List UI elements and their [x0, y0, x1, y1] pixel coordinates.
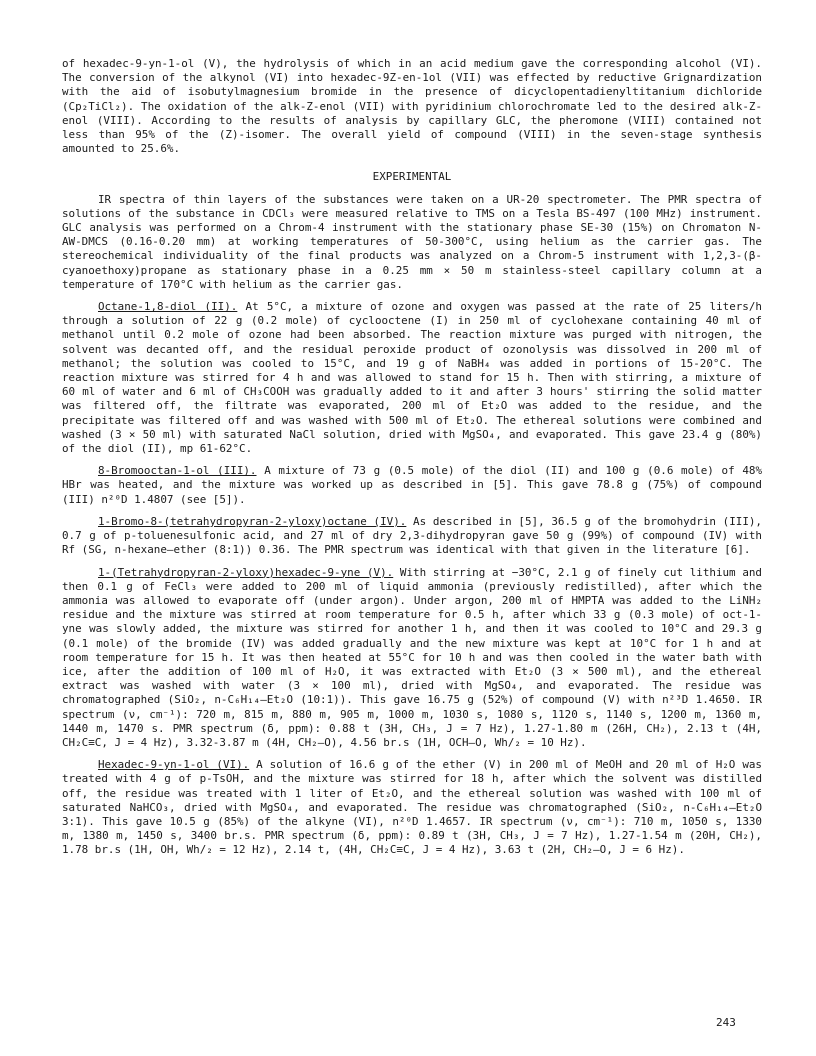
compound-title: 1-(Tetrahydropyran-2-yloxy)hexadec-9-yne (V). [98, 565, 394, 579]
page-body [62, 57, 762, 866]
procedure-bromo-thp-octane [62, 515, 762, 558]
procedure-text: At 5°C, a mixture of ozone and oxygen was passed at the rate of 25 liters/h through a solution of 22 g (0.2 mole) of cyclooctene (I) in 250 ml of cyclohexane containing 40 ml of methanol until 0.2 mole of ozone had been absorbed. The reaction mixture was purged with nitrogen, the solvent was decanted off, and the residual peroxide product of ozonolysis was dissolved in 200 ml of methanol; the solution was cooled to 15°C, and 19 g of NaBH₄ was added in portions of 15-20°C. The reaction mixture was stirred for 4 h and was allowed to stand for 15 h. Then with stirring, a mixture of 60 ml of water and 6 ml of CH₃COOH was gradually added to it and after 3 hours' stirring the solid matter was filtered off, the filtrate was evaporated, 200 ml of Et₂O was added to the residue, and the precipitate was filtered off and was washed with 500 ml of Et₂O. The ethereal solutions were combined and washed (3 × 50 ml) with saturated NaCl solution, dried with MgSO₄, and evaporated. This gave 23.4 g (80%) of the diol (II), mp 61-62°C. [62, 300, 762, 456]
procedure-text: With stirring at −30°C, 2.1 g of finely cut lithium and then 0.1 g of FeCl₃ were added to 200 ml of liquid ammonia (previously redistilled), after which the ammonia was allowed to evaporate off (under argon). Under argon, 200 ml of HMPTA was added to the LiNH₂ residue and the mixture was stirred at room temperature for 0.5 h, after which 33 g (0.3 mole) of oct-1-yne was slowly added, the mixture was stirred for another 1 h, and then it was cooled to 10°C and 29.3 g (0.1 mole) of the bromide (IV) was added gradually and the new mixture was kept at 10°C for 1 h and at room temperature for 15 h. It was then heated at 55°C for 10 h and was then cooled in the water bath with ice, after the addition of 100 ml of H₂O, it was extracted with Et₂O (3 × 500 ml), and the ethereal extract was washed with water (3 × 100 ml), dried with MgSO₄, and evaporated. The residue was chromatographed (SiO₂, n-C₆H₁₄–Et₂O (10:1)). This gave 16.75 g (52%) of compound (V) with n²³D 1.4650. IR spectrum (ν, cm⁻¹): 720 m, 815 m, 880 m, 905 m, 1000 m, 1030 s, 1080 s, 1120 s, 1140 s, 1200 m, 1360 m, 1440 m, 1470 s. PMR spectrum (δ, ppm): 0.88 t (3H, CH₃, J = 7 Hz), 1.27-1.80 m (26H, CH₂), 2.13 t (4H, CH₂C≡C, J = 4 Hz), 3.32-3.87 m (4H, CH₂–O), 4.56 br.s (1H, OCH–O, Wh/₂ = 10 Hz). [62, 565, 762, 749]
procedure-thp-hexadecyne [62, 566, 762, 751]
procedure-text: As described in [5], 36.5 g of the bromohydrin (III), 0.7 g of p-toluenesulfonic acid, and 27 ml of dry 2,3-dihydropyran gave 50 g (99%) of compound (IV) with Rf (SG, n-hexane–ether (8:1)) 0.36. The PMR spectrum was identical with that given in the literature [6]. [62, 514, 762, 557]
section-heading: EXPERIMENTAL [372, 170, 452, 184]
page-number: 243 [716, 1016, 736, 1029]
general-methods-paragraph: IR spectra of thin layers of the substances were taken on a UR-20 spectrometer. The PMR spectra of solutions of the substance in CDCl₃ were measured relative to TMS on a Tesla BS-497 (100 MHz) instrument. GLC analysis was performed on a Chrom-4 instrument with the stationary phase SE-30 (15%) on Chromaton N-AW-DMCS (0.16-0.20 mm) at working temperatures of 50-300°C, using helium as the carrier gas. The stereochemical individuality of the final products was analyzed on a Chrom-5 instrument with 1,2,3-(β-cyanoethoxy)propane as stationary phase in a 0.25 mm × 50 m stainless-steel capillary column at a temperature of 170°C with helium as the carrier gas. [62, 192, 762, 291]
compound-title: Hexadec-9-yn-1-ol (VI). [98, 758, 250, 772]
intro-paragraph: of hexadec-9-yn-1-ol (V), the hydrolysis of which in an acid medium gave the corresponding alcohol (VI). The conversion of the alkynol (VI) into hexadec-9Z-en-1ol (VII) was effected by reductive Grignardization with the aid of isobutylmagnesium bromide in the presence of dicyclopentadienyltitanium dichloride (Cp₂TiCl₂). The oxidation of the alk-Z-enol (VII) with pyridinium chlorochromate led to the desired alk-Z-enol (VIII). According to the results of analysis by capillary GLC, the pheromone (VIII) contained not less than 95% of the (Z)-isomer. The overall yield of compound (VIII) in the seven-stage synthesis amounted to 25.6%. [62, 57, 762, 156]
compound-title: 1-Bromo-8-(tetrahydropyran-2-yloxy)octane (IV). [98, 514, 407, 528]
procedure-text: A mixture of 73 g (0.5 mole) of the diol (II) and 100 g (0.6 mole) of 48% HBr was heated, and the mixture was worked up as described in [5]. This gave 78.8 g (75%) of compound (III) n²⁰D 1.4807 (see [5]). [62, 464, 762, 506]
procedure-octanediol [62, 300, 762, 456]
procedure-bromooctanol [62, 464, 762, 507]
compound-title: 8-Bromooctan-1-ol (III). [98, 464, 257, 478]
procedure-text: A solution of 16.6 g of the ether (V) in 200 ml of MeOH and 20 ml of H₂O was treated with 4 g of p-TsOH, and the mixture was stirred for 18 h, after which the solvent was distilled off, the residue was treated with 1 liter of Et₂O, and the ethereal solution was washed with 100 ml of saturated NaHCO₃, dried with MgSO₄, and evaporated. The residue was chromatographed (SiO₂, n-C₆H₁₄–Et₂O 3:1). This gave 10.5 g (85%) of the alkyne (VI), n²⁰D 1.4657. IR spectrum (ν, cm⁻¹): 710 m, 1050 s, 1330 m, 1380 m, 1450 s, 3400 br.s. PMR spectrum (δ, ppm): 0.89 t (3H, CH₃, J = 7 Hz), 1.27-1.54 m (20H, CH₂), 1.78 br.s (1H, OH, Wh/₂ = 12 Hz), 2.14 t, (4H, CH₂C≡C, J = 4 Hz), 3.63 t (2H, CH₂–O, J = 6 Hz). [62, 758, 762, 857]
compound-title: Octane-1,8-diol (II). [98, 300, 238, 314]
procedure-hexadecynol [62, 758, 762, 857]
